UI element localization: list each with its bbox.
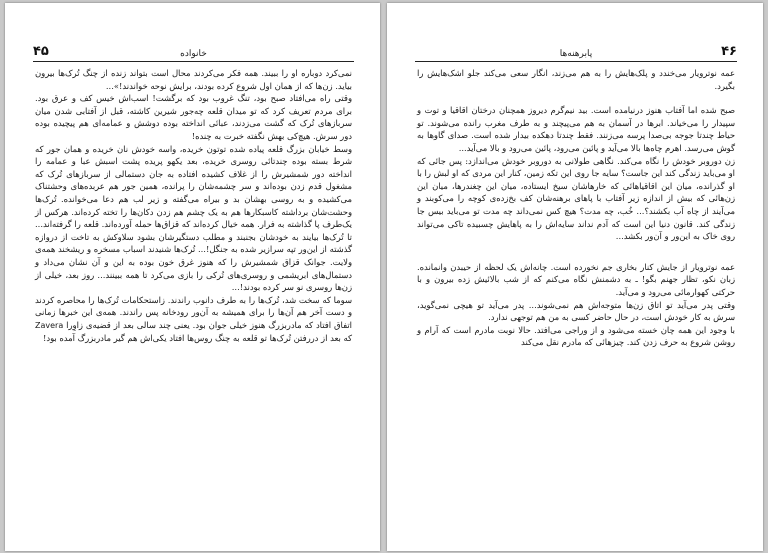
right-paragraph-4: عمه نوترویار از جایش کنار بخاری جم نخورده است. چانه‌اش یک لحظه از حیبدن وانمانده. زبان نکو، تظار جهنم بگو! ـ به دشمنش نگاه می‌کنم که از شب بالائیش زده بیرون و با حرکتی کهوارمائی می‌رود و می‌آید. [417,261,735,297]
right-paragraph-3: زن دوروبر خودش را نگاه می‌کند. نگاهی طولانی به دوروبر خودش می‌اندازد: پس جائی که او می‌باید زندگی کند این جاست؟ سایه جا روی این تکه زمین، کنار این مردی که او لبش را با او گذرانده، میان این اقاقیاهائی که خارهاشان سیخ ایستاده، میان این چغندرها، میان این زن‌هائی که بیش از اندازه زیر آفتاب با پاهای برهنه‌شان کف بخ‌زده‌ی کوچه را می‌کوبند و می‌آیند از چاه آب بکشند؟... خُب، چه مدت؟ هیچ کس نمی‌داند چه مدت تو می‌باید بیس جا زندگی کند. قانون دنیا این است که آدم نداند سایه‌اش را به پاهایش چسبیده تاکی می‌تواند روی خاک به این‌ور و آن‌ور بکشد... [417,155,735,242]
right-paragraph-1: عمه نوترویار می‌خندد و پلک‌هایش را به هم می‌زند، انگار سعی می‌کند جلو اشک‌هایش را بگیرد. [417,68,735,91]
left-page-header [33,43,354,62]
left-page-number: ۴۵ [33,44,49,59]
left-paragraph-4: سوما که سخت شد، تُرک‌ها را به طرف دانوب راندند. زاستحکامات تُرک‌ها را محاصره کردند و دست آخر هم آن‌ها را برای همیشه به آن‌ور رودخانه پس راندند. همه‌ی این خبرها زمانی اتفاق افتاد که مادربزرگ هنوز خیلی جوان بود. یعنی چند سالی بعد از قضیه‌ی زاوِرا Zavera که بعد از دررفتن تُرک‌ها تو قلعه به چنگ روس‌ها افتاد یکی‌اش هم گیر مادربزرگ آمده بود! [35,294,352,344]
latin-word: Zavera [35,320,64,330]
left-page-running-title: خانواده [180,49,207,59]
right-paragraph-6: با وجود این همه چان خسته می‌شود و از وراجی می‌افتد. حالا نوبت مادرم است که آرام و روشن شروع به حرف زدن کند. چیزهائی که مادرم نقل می‌کند [417,324,735,348]
right-page-number: ۴۶ [721,44,737,59]
left-paragraph-3: وسط خیابان بزرگ قلعه پیاده شده توتون خریده، واسه خودش نان خریده و همان جور که شرط بسته بوده چندتائی روسری خریده، بعد یکهو پریده پشت اسبش عبا و عمامه را انداخته دور شمشیرش را از غلاف کشیده افتاده به جان دستمالی از سربازهای تُرک که مشغول قدم زدن بوده‌اند و سر چشمه‌شان را پرانده، همین جور هم عربده‌های وحشتناک می‌کشیده و به روسی بهشان بد و بیراه می‌گفته و زیر لب هم دعا می‌خوانده. تُرک‌ها وحشت‌شان برداشته کاسبکارها هم به یک چشم هم زدن دکان‌ها را تخته کرده‌اند. هرکس از یک‌طرف پا گذاشته به فرار. همه خیال کرده‌اند که قزاق‌ها حمله آورده‌اند. قلعه را گرفته‌اند... تا تُرک‌ها بیایند به خودشان بجنبند و مطلب دستگیرشان بشود سلاوکش به تاخت از دروازه گذشته از این‌ور تپه سرازیر شده به جنگل!... تُرک‌ها شنیدند اسباب مسخره و ریشخند همه‌ی ولایت. جوانک قزاق شمشیرش را که هنوز غرق خون بوده به این و آن نشان می‌داد و دستمال‌های ابریشمی و روسری‌های تُرکی را بازی می‌کرد تا همه ببینند... روز بعد، خیلی از زن‌ها روسری نو سر کرده بودند!... [35,143,352,293]
right-page [387,3,763,551]
right-page-running-title: پابرهنه‌ها [559,49,593,59]
left-page [5,3,380,551]
left-paragraph-2: وقتی راه می‌افتاد صبح بود، تنگ غروب بود که برگشت! اسب‌اش خیس کف و عرق بود. برای مردم تعریف کرد که تو میدان قلعه چه‌جور شیرین کاشته، قبل از آفتابی شدن میان سربازهای تُرک که گشت می‌زدند، عبائی انداخته بوده دوشش و عمامه‌ای هم پیچیده بوده دور سرش. هیچ‌کی بهش نگفته خبرت به چنده! [35,93,352,141]
right-page-body [417,67,735,349]
right-page-header [415,43,737,62]
right-paragraph-2: صبح شده اما آفتاب هنوز درنیامده است. بید نیم‌گرم دیروز همچنان درختان اقاقیا و توت و سپیدار را می‌خیاند. ابرها در آسمان به هم می‌پیچند و به طرف مغرب رانده می‌شوند. تو حیاط چندتا جوجه بی‌صدا پرسه می‌زنند. فقط چندتا دهکده بیدار شده است. صدای گاوها به گوش می‌رسد. اهرم چاه‌ها بالا می‌آید و پائین می‌رود، پائین می‌رود و بالا می‌آید... [417,105,735,153]
right-paragraph-5: وقتی پدر می‌آید تو اتاق زن‌ها متوجه‌اش هم نمی‌شوند... پدر می‌آید تو هیچی نمی‌گوید، سرش به کار خودش است، در حال حاضر کسی به من هم توجهی ندارد. [417,299,735,323]
left-paragraph-1: نمی‌کرد دوباره او را ببیند. همه فکر می‌کردند محال است بتواند زنده از چنگ تُرک‌ها بیرون بیاید. زن‌ها که از همان اول شروع کرده بودند، برایش نوحه خواندند!»... [35,68,352,91]
left-page-body [35,67,352,345]
